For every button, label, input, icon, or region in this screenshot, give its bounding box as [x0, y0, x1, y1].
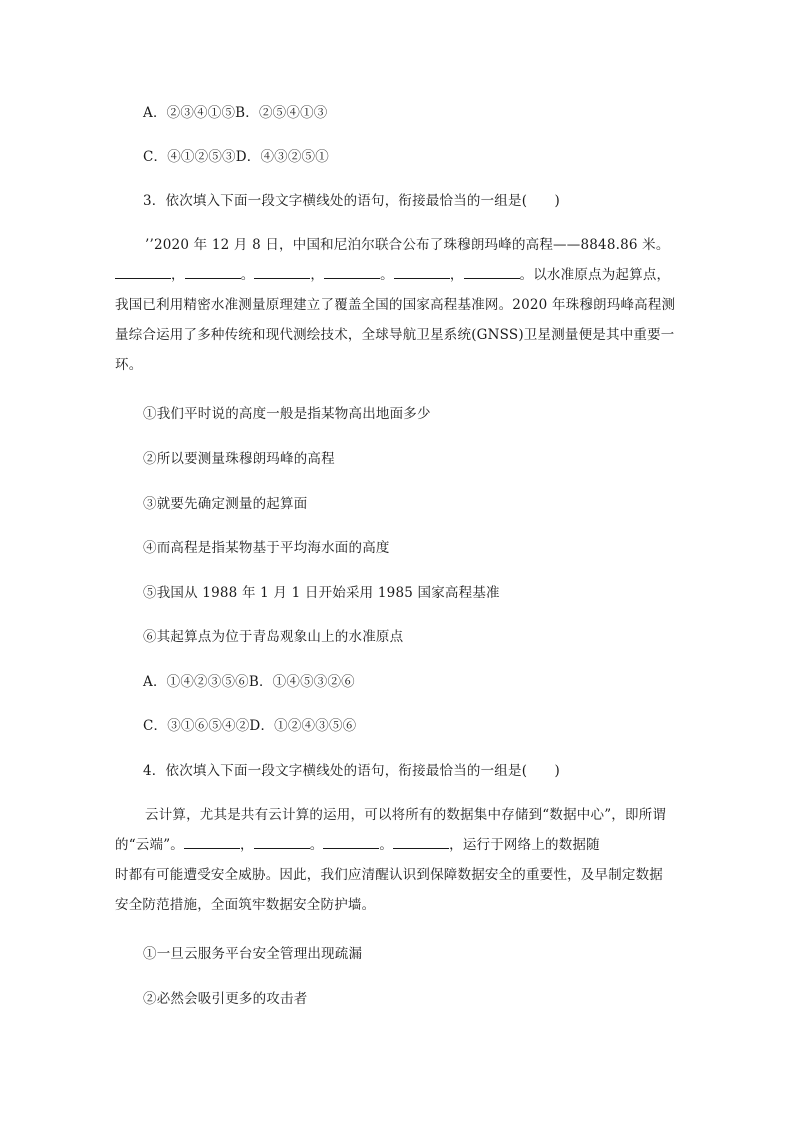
- q3-passage-after-blanks: 以水准原点为起算点，: [533, 267, 671, 283]
- q3-sep-comma: ，: [310, 267, 325, 283]
- q3-sep-period: 。: [519, 267, 534, 283]
- q4-item-1: ①一旦云服务平台安全管理出现疏漏: [143, 946, 363, 962]
- q3-stem: 3．依次填入下面一段文字横线处的语句，衔接最恰当的一组是( ): [143, 193, 561, 209]
- q4-stem: 4．依次填入下面一段文字横线处的语句，衔接最恰当的一组是( ): [143, 763, 561, 779]
- q2-options-cd: C．④①②⑤③D．④③②⑤①: [143, 149, 329, 165]
- q4-blank-4: [393, 834, 449, 849]
- q3-sep-comma: ，: [449, 267, 464, 283]
- q3-item-1: ①我们平时说的高度一般是指某物高出地面多少: [143, 406, 431, 422]
- q4-passage-line2: [115, 830, 680, 860]
- q3-blank-1: [115, 264, 171, 279]
- q4-sep-comma: ，: [240, 837, 254, 853]
- q4-blank-2: [254, 834, 310, 849]
- q4-sep-period: 。: [309, 837, 324, 853]
- q4-passage: [115, 800, 680, 920]
- q3-sep-period: 。: [240, 267, 255, 283]
- q4-blank-1: [184, 834, 240, 849]
- q3-options-ab: A．①④②③⑤⑥B．①④⑤③②⑥: [143, 674, 355, 690]
- q4-line2-start: 的“云端”。: [115, 837, 185, 853]
- q3-passage-line1: ’’2020 年 12 月 8 日，中国和尼泊尔联合公布了珠穆朗玛峰的高程——8848.86 米。: [145, 237, 670, 253]
- q3-blank-2: [185, 264, 241, 279]
- q4-passage-line1: 云计算，尤其是共有云计算的运用，可以将所有的数据集中存储到“数据中心”，即所谓: [145, 807, 667, 823]
- q3-blank-6: [464, 264, 520, 279]
- q3-passage: [115, 230, 680, 380]
- q3-item-2: ②所以要测量珠穆朗玛峰的高程: [143, 451, 335, 467]
- q3-blank-5: [394, 264, 450, 279]
- q3-passage-line3: 我国已利用精密水准测量原理建立了覆盖全国的国家高程基准网。2020 年珠穆朗玛峰高程测: [115, 297, 676, 313]
- q3-item-3: ③就要先确定测量的起算面: [143, 496, 308, 512]
- q3-item-6: ⑥其起算点为位于青岛观象山上的水准原点: [143, 629, 404, 645]
- q3-passage-line5: 环。: [115, 357, 143, 373]
- q3-item-5: ⑤我国从 1988 年 1 月 1 日开始采用 1985 国家高程基准: [143, 585, 500, 601]
- q3-sep-comma: ，: [171, 267, 185, 283]
- q4-item-2: ②必然会吸引更多的攻击者: [143, 991, 308, 1007]
- q3-blank-4: [324, 264, 380, 279]
- q3-sep-period: 。: [380, 267, 394, 283]
- q4-passage-line4: 安全防范措施，全面筑牢数据安全防护墙。: [115, 897, 376, 913]
- q4-line2-end: ，运行于网络上的数据随: [449, 837, 600, 853]
- q2-options-ab: A．②③④①⑤B．②⑤④①③: [143, 105, 328, 121]
- q3-passage-line4: 量综合运用了多种传统和现代测绘技术，全球导航卫星系统(GNSS)卫星测量便是其中重要一: [115, 327, 675, 343]
- q3-item-4: ④而高程是指某物基于平均海水面的高度: [143, 540, 390, 556]
- q3-passage-line2: [115, 260, 680, 290]
- q3-options-cd: C．③①⑥⑤④②D．①②④③⑤⑥: [143, 718, 357, 734]
- q4-blank-3: [323, 834, 379, 849]
- q4-passage-line3: 时都有可能遭受安全威胁。因此，我们应清醒认识到保障数据安全的重要性，及早制定数据: [115, 867, 663, 883]
- q4-sep-period: 。: [379, 837, 394, 853]
- q3-blank-3: [254, 264, 310, 279]
